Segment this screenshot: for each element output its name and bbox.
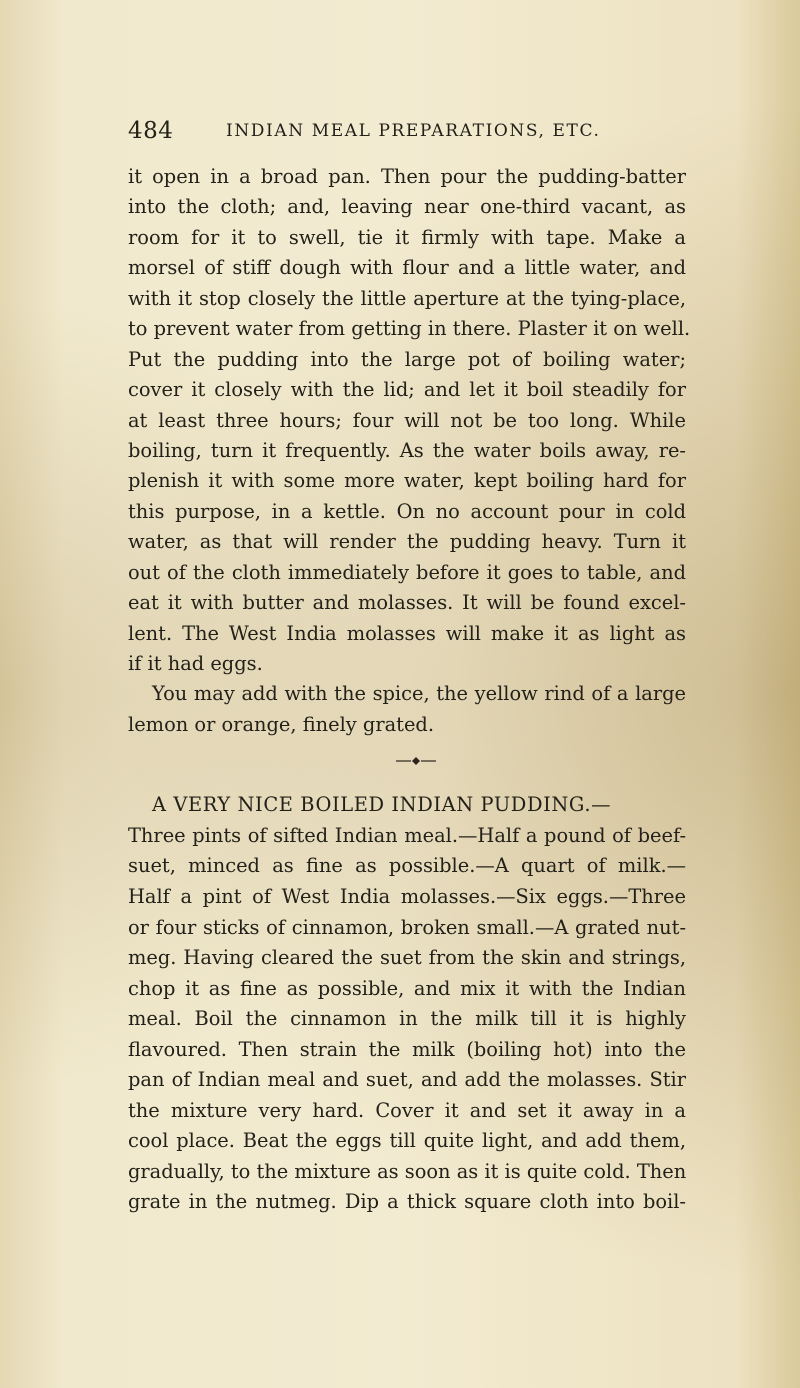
text-line: cool place. Beat the eggs till quite light, and add them,: [128, 1129, 686, 1153]
text-line: water, as that will render the pudding heavy. Turn it: [128, 530, 686, 554]
text-line: or four sticks of cinnamon, broken small.—A grated nut-: [128, 915, 686, 939]
text-line: this purpose, in a kettle. On no account pour in cold: [128, 499, 686, 523]
text-line: Three pints of sifted Indian meal.—Half a pound of beef-: [128, 823, 686, 847]
text-line: meg. Having cleared the suet from the skin and strings,: [128, 946, 686, 970]
text-line: flavoured. Then strain the milk (boiling hot) into the: [128, 1037, 686, 1061]
text-line: meal. Boil the cinnamon in the milk till it is highly: [128, 1007, 686, 1031]
text-line: boiling, turn it frequently. As the water boils away, re-: [128, 438, 686, 462]
section-divider: [128, 740, 686, 790]
text-line: with it stop closely the little aperture at the tying-place,: [128, 286, 686, 310]
text-line: into the cloth; and, leaving near one-third vacant, as: [128, 195, 686, 219]
page-header: [128, 118, 688, 148]
text-line: lent. The West India molasses will make it as light as: [128, 621, 686, 645]
text-line: out of the cloth immediately before it goes to table, and: [128, 560, 686, 584]
text-line: to prevent water from getting in there. Plaster it on well.: [128, 317, 691, 341]
text-line: Put the pudding into the large pot of boiling water;: [128, 347, 686, 371]
text-line: grate in the nutmeg. Dip a thick square cloth into boil-: [128, 1190, 686, 1214]
text-line: Half a pint of West India molasses.—Six eggs.—Three: [128, 884, 686, 908]
divider-ornament-icon: [396, 756, 436, 766]
paragraph-pudding-instructions: [128, 162, 691, 679]
recipe-title-text: A VERY NICE BOILED INDIAN PUDDING.—: [152, 793, 612, 817]
page-body: [128, 162, 691, 1218]
text-line: eat it with butter and molasses. It will be found excel-: [128, 591, 686, 615]
text-line: You may add with the spice, the yellow rind of a large: [152, 682, 686, 706]
text-line: lemon or orange, finely grated.: [128, 712, 435, 736]
text-line: at least three hours; four will not be too long. While: [128, 408, 686, 432]
text-line: gradually, to the mixture as soon as it is quite cold. Then: [128, 1159, 687, 1183]
recipe-title: [128, 790, 686, 821]
page-number: 484: [128, 118, 174, 144]
text-line: cover it closely with the lid; and let it boil steadily for: [128, 378, 686, 402]
text-line: pan of Indian meal and suet, and add the molasses. Stir: [128, 1068, 686, 1092]
paragraph-spice-note: [128, 679, 686, 740]
text-line: morsel of stiff dough with flour and a little water, and: [128, 256, 686, 280]
text-line: suet, minced as fine as possible.—A quart of milk.—: [128, 854, 686, 878]
text-line: chop it as fine as possible, and mix it with the Indian: [128, 976, 686, 1000]
text-line: the mixture very hard. Cover it and set it away in a: [128, 1098, 686, 1122]
text-line: it open in a broad pan. Then pour the pudding-batter: [128, 165, 686, 188]
text-line: plenish it with some more water, kept boiling hard for: [128, 469, 686, 493]
running-head: INDIAN MEAL PREPARATIONS, ETC.: [226, 121, 601, 141]
text-line: if it had eggs.: [128, 652, 263, 675]
recipe-boiled-indian-pudding: [128, 790, 686, 1218]
text-line: room for it to swell, tie it firmly with tape. Make a: [128, 225, 686, 249]
